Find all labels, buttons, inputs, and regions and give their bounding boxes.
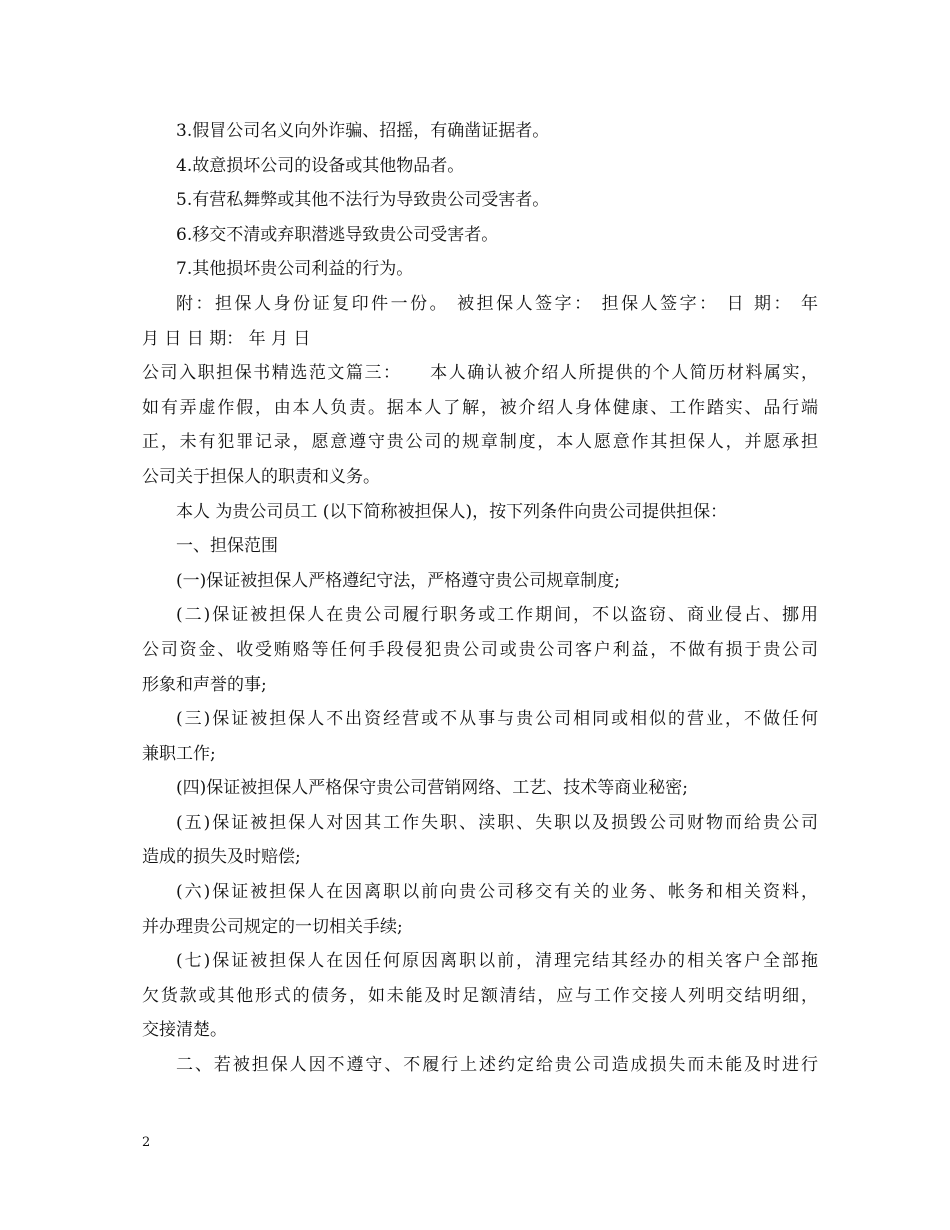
text-line: 附：担保人身份证复印件一份。 被担保人签字： 担保人签字： 日 期： 年 (176, 293, 818, 314)
text-line: 交接清楚。 (142, 1020, 227, 1041)
text-line: 兼职工作; (142, 743, 216, 764)
text-line: 6.移交不清或弃职潜逃导致贵公司受害者。 (176, 224, 499, 245)
text-line: 公司关于担保人的职责和义务。 (142, 466, 380, 487)
text-line: 造成的损失及时赔偿; (142, 847, 301, 868)
text-line: 如有弄虚作假，由本人负责。据本人了解，被介绍人身体健康、工作踏实、品行端 (142, 397, 818, 418)
text-line: 并办理贵公司规定的一切相关手续; (142, 916, 403, 937)
text-line: 欠货款或其他形式的债务，如未能及时足额清结，应与工作交接人列明交结明细， (142, 985, 818, 1006)
text-line: 月 日 日 期： 年 月 日 (142, 328, 311, 349)
text-line: 7.其他损坏贵公司利益的行为。 (176, 259, 414, 280)
document-body (142, 114, 818, 1083)
text-line: 公司资金、收受贿赂等任何手段侵犯贵公司或贵公司客户利益，不做有损于贵公司 (142, 639, 818, 660)
text-line: 二、若被担保人因不遵守、不履行上述约定给贵公司造成损失而未能及时进行 (176, 1055, 818, 1076)
text-line: (一)保证被担保人严格遵纪守法，严格遵守贵公司规章制度; (176, 570, 620, 591)
text-line: 本人 为贵公司员工 (以下简称被担保人)，按下列条件向贵公司提供担保： (176, 501, 728, 522)
text-line: 5.有营私舞弊或其他不法行为导致贵公司受害者。 (176, 190, 550, 211)
text-line: 形象和声誉的事; (142, 674, 267, 695)
text-line: (二)保证被担保人在贵公司履行职务或工作期间，不以盗窃、商业侵占、挪用 (176, 605, 818, 626)
text-line: (七)保证被担保人在因任何原因离职以前，清理完结其经办的相关客户全部拖 (176, 951, 818, 972)
text-line: 一、担保范围 (176, 536, 278, 557)
page-number: 2 (142, 1135, 151, 1150)
text-line: 3.假冒公司名义向外诈骗、招摇，有确凿证据者。 (176, 121, 550, 141)
text-line: 正，未有犯罪记录，愿意遵守贵公司的规章制度，本人愿意作其担保人，并愿承担 (142, 432, 818, 453)
text-line: (四)保证被担保人严格保守贵公司营销网络、工艺、技术等商业秘密; (176, 778, 688, 799)
text-line: 公司入职担保书精选范文篇三： 本人确认被介绍人所提供的个人简历材料属实， (142, 363, 818, 384)
text-line: (三)保证被担保人不出资经营或不从事与贵公司相同或相似的营业，不做任何 (176, 709, 818, 730)
text-line: (六)保证被担保人在因离职以前向贵公司移交有关的业务、帐务和相关资料， (176, 882, 818, 903)
text-line: (五)保证被担保人对因其工作失职、渎职、失职以及损毁公司财物而给贵公司 (176, 812, 818, 833)
text-line: 4.故意损坏公司的设备或其他物品者。 (176, 155, 465, 176)
